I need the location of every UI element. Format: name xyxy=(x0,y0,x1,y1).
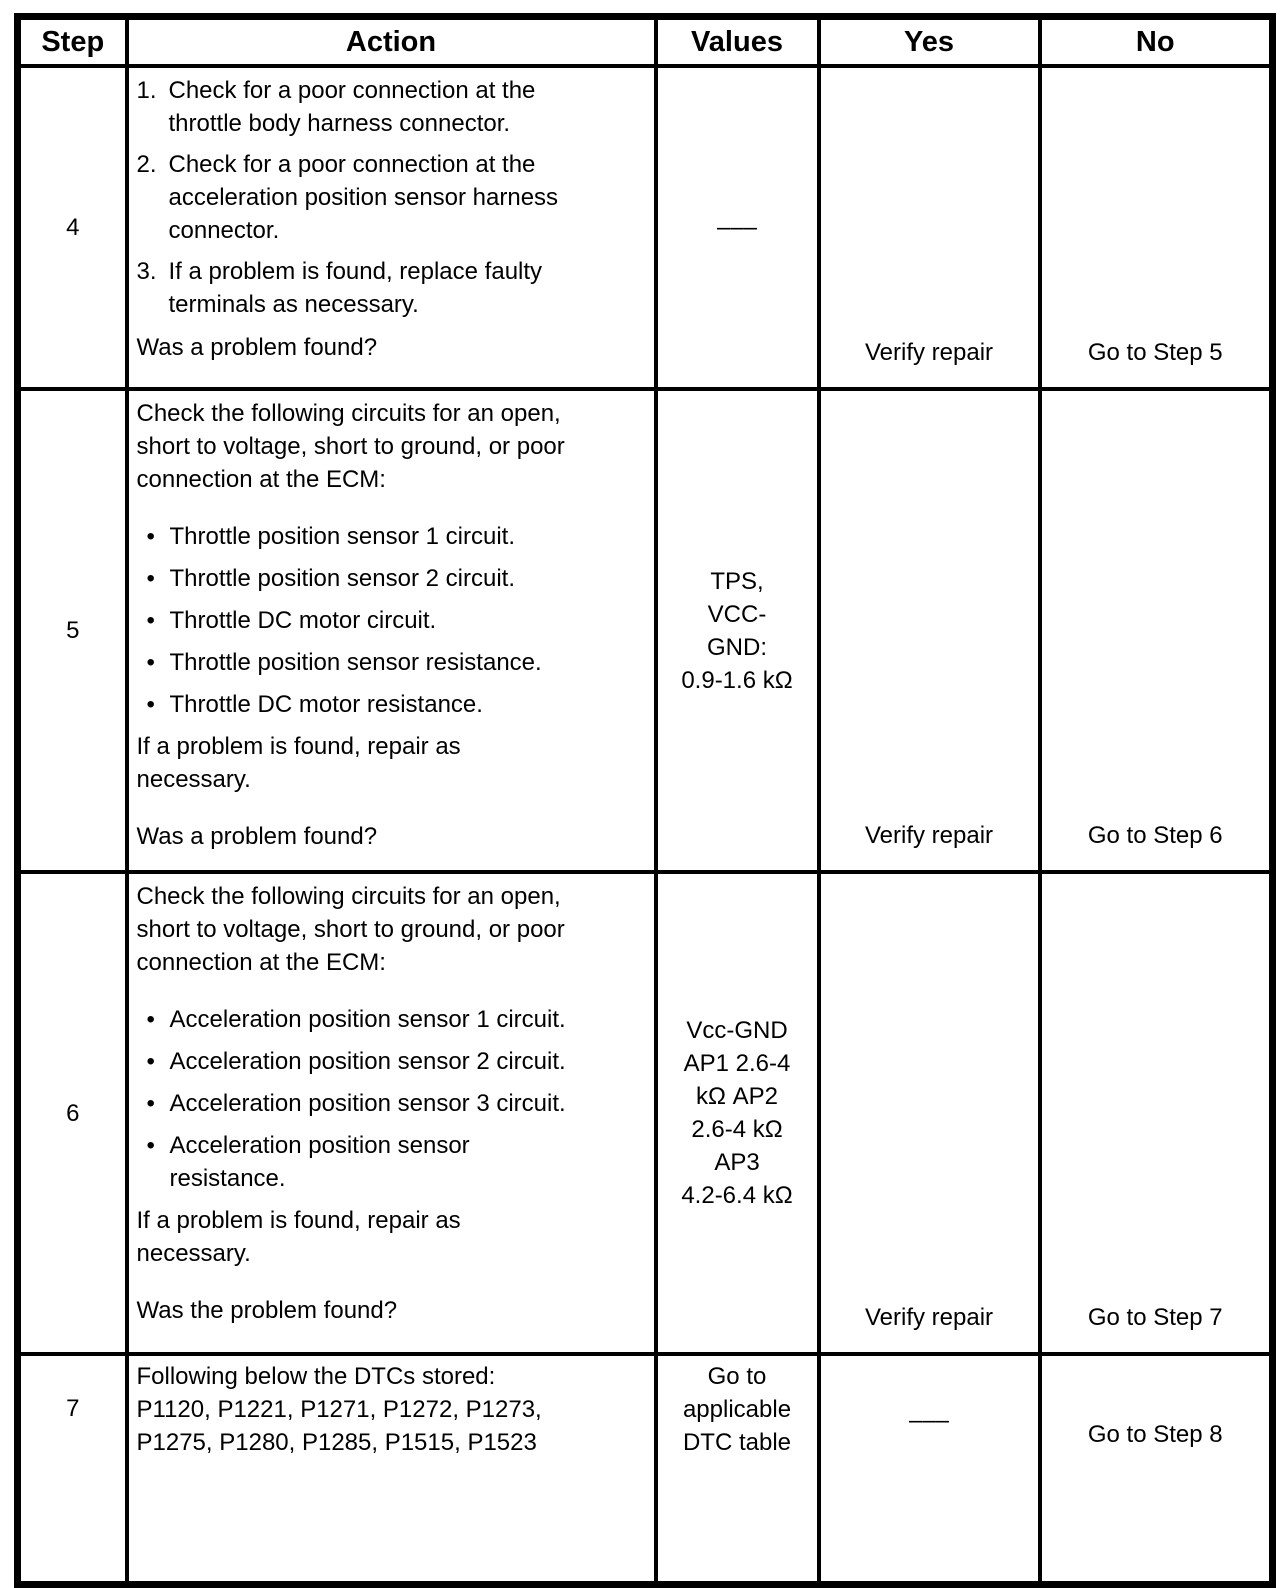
bullet-icon: • xyxy=(146,1132,155,1159)
numbered-item xyxy=(137,74,644,140)
bullet-item xyxy=(137,646,644,679)
bullet-text: Acceleration position sensor 1 circuit. xyxy=(169,1006,566,1033)
no-text: Go to Step 8 xyxy=(1087,1421,1223,1448)
intro-text: Check the following circuits for an open, short to voltage, short to ground, or poor connection at the ECM: xyxy=(136,883,565,976)
values-cell xyxy=(656,66,819,389)
action-cell xyxy=(127,389,656,872)
bullet-text: Throttle DC motor resistance. xyxy=(169,691,483,718)
values-cell xyxy=(656,872,819,1354)
no-cell xyxy=(1040,1354,1273,1584)
table-row-step-7 xyxy=(18,1354,1273,1584)
col-header-action: Action xyxy=(127,17,656,67)
question-text: Was the problem found? xyxy=(136,1297,398,1324)
intro-text: Check the following circuits for an open, short to voltage, short to ground, or poor connection at the ECM: xyxy=(136,400,565,493)
no-text: Go to Step 6 xyxy=(1087,822,1223,849)
bullet-icon: • xyxy=(146,1006,155,1033)
bullet-item xyxy=(137,1129,644,1195)
item-number: 1. xyxy=(136,77,157,104)
item-text: Check for a poor connection at the throttle body harness connector. xyxy=(168,77,536,137)
yes-cell xyxy=(819,389,1040,872)
col-header-step: Step xyxy=(18,17,127,67)
no-cell xyxy=(1040,66,1273,389)
note-text: If a problem is found, repair as necessary. xyxy=(136,733,461,793)
yes-cell xyxy=(819,1354,1040,1584)
numbered-item xyxy=(137,255,644,321)
bullet-item xyxy=(137,520,644,553)
action-text: Following below the DTCs stored: P1120, P1221, P1271, P1272, P1273, P1275, P1280, P1285, P1515, P1523 xyxy=(136,1363,542,1456)
bullet-text: Throttle position sensor 1 circuit. xyxy=(169,523,515,550)
bullet-icon: • xyxy=(146,691,155,718)
table-row-step-4 xyxy=(18,66,1273,389)
yes-cell xyxy=(819,66,1040,389)
yes-cell xyxy=(819,872,1040,1354)
item-text: Check for a poor connection at the acceleration position sensor harness connector. xyxy=(168,151,559,244)
bullet-item xyxy=(137,1003,644,1036)
header-row xyxy=(18,17,1273,67)
bullet-item xyxy=(137,688,644,721)
yes-text: ––– xyxy=(908,1407,950,1434)
bullet-item xyxy=(137,562,644,595)
values-text: TPS, VCC- GND: 0.9-1.6 kΩ xyxy=(681,567,793,694)
yes-text: Verify repair xyxy=(864,822,994,849)
values-cell xyxy=(656,389,819,872)
question-text: Was a problem found? xyxy=(136,823,378,850)
yes-text: Verify repair xyxy=(864,339,994,366)
col-header-no: No xyxy=(1040,17,1273,67)
bullet-icon: • xyxy=(146,649,155,676)
bullet-text: Throttle DC motor circuit. xyxy=(169,607,437,634)
bullet-text: Acceleration position sensor 3 circuit. xyxy=(169,1090,566,1117)
values-cell xyxy=(656,1354,819,1584)
col-header-yes: Yes xyxy=(819,17,1040,67)
no-cell xyxy=(1040,389,1273,872)
bullet-item xyxy=(137,604,644,637)
step-number: 6 xyxy=(18,872,127,1354)
step-number: 4 xyxy=(18,66,127,389)
bullet-icon: • xyxy=(146,1090,155,1117)
action-cell xyxy=(127,66,656,389)
bullet-icon: • xyxy=(146,523,155,550)
values-text: Go to applicable DTC table xyxy=(682,1363,792,1456)
values-text: ––– xyxy=(716,214,758,241)
item-text: If a problem is found, replace faulty terminals as necessary. xyxy=(168,258,543,318)
diagnostic-table xyxy=(14,13,1276,1588)
step-number: 7 xyxy=(18,1354,127,1584)
no-text: Go to Step 7 xyxy=(1087,1304,1223,1331)
bullet-text: Acceleration position sensor resistance. xyxy=(169,1132,470,1192)
bullet-item xyxy=(137,1045,644,1078)
table-row-step-6 xyxy=(18,872,1273,1354)
numbered-item xyxy=(137,148,644,247)
values-text: Vcc-GND AP1 2.6-4 kΩ AP2 2.6-4 kΩ AP3 4.2-6.4 kΩ xyxy=(681,1017,793,1209)
yes-text: Verify repair xyxy=(864,1304,994,1331)
bullet-text: Throttle position sensor resistance. xyxy=(169,649,542,676)
bullet-item xyxy=(137,1087,644,1120)
question-text: Was a problem found? xyxy=(136,334,378,361)
col-header-values: Values xyxy=(656,17,819,67)
no-cell xyxy=(1040,872,1273,1354)
bullet-icon: • xyxy=(146,565,155,592)
action-cell xyxy=(127,872,656,1354)
bullet-icon: • xyxy=(146,607,155,634)
item-number: 2. xyxy=(136,151,157,178)
no-text: Go to Step 5 xyxy=(1087,339,1223,366)
bullet-icon: • xyxy=(146,1048,155,1075)
note-text: If a problem is found, repair as necessary. xyxy=(136,1207,461,1267)
action-cell xyxy=(127,1354,656,1584)
table-row-step-5 xyxy=(18,389,1273,872)
item-number: 3. xyxy=(136,258,157,285)
bullet-text: Throttle position sensor 2 circuit. xyxy=(169,565,515,592)
step-number: 5 xyxy=(18,389,127,872)
bullet-text: Acceleration position sensor 2 circuit. xyxy=(169,1048,566,1075)
